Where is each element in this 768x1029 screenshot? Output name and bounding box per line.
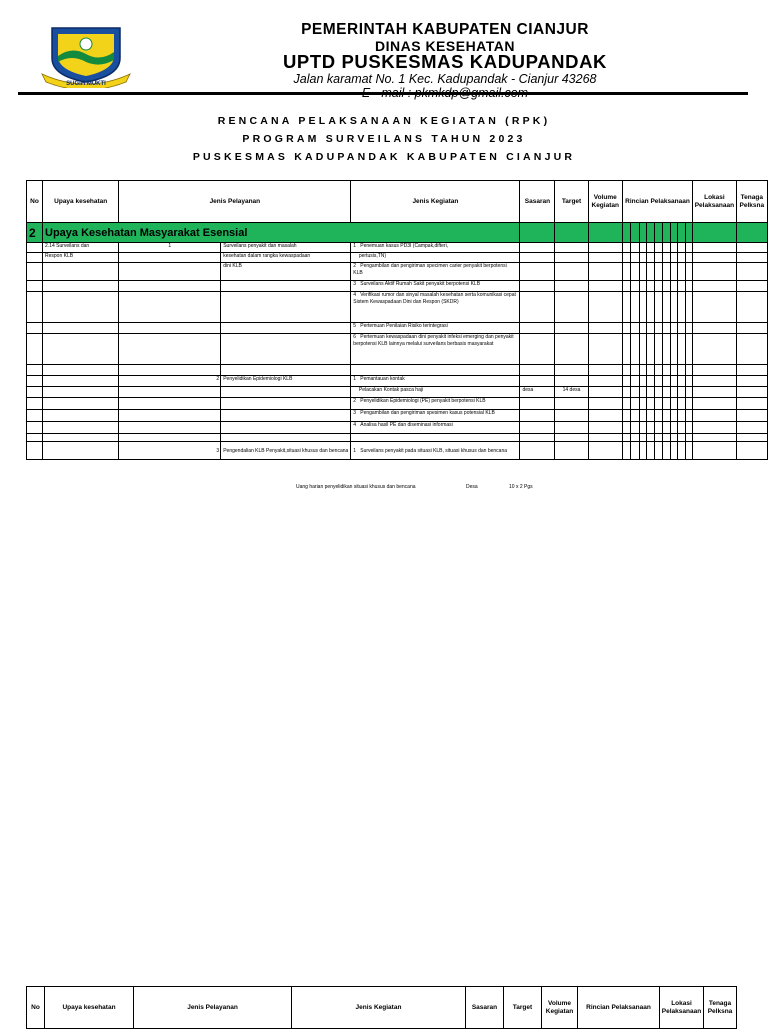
address: Jalan karamat No. 1 Kec. Kadupandak - Cianjur 43268 — [293, 72, 597, 86]
page-break — [0, 466, 768, 986]
col-no: No — [27, 181, 43, 223]
col-jenis-pelayanan: Jenis Pelayanan — [119, 181, 351, 223]
col-no: No — [27, 987, 45, 1029]
col-tenaga: Tenaga Pelksna — [704, 987, 737, 1029]
table-row — [27, 365, 768, 376]
col-sasaran: Sasaran — [466, 987, 504, 1029]
section-row — [27, 223, 768, 243]
letterhead-rule — [18, 92, 748, 95]
col-rincian: Rincian Pelaksanaan — [578, 987, 660, 1029]
col-jenis-kegiatan: Jenis Kegiatan — [292, 987, 466, 1029]
col-lokasi: Lokasi Pelaksanaan — [693, 181, 736, 223]
col-lokasi: Lokasi Pelaksanaan — [660, 987, 704, 1029]
col-sasaran: Sasaran — [520, 181, 555, 223]
svg-text:SUGIH MUKTI: SUGIH MUKTI — [66, 81, 106, 87]
cianjur-logo — [38, 24, 134, 88]
puskesmas-name: UPTD PUSKESMAS KADUPANDAK — [282, 50, 608, 72]
title-line-1: RENCANA PELAKSANAAN KEGIATAN (RPK) — [217, 115, 551, 127]
stray-sasaran: Desa — [466, 484, 478, 490]
table-row: 5 Pertemuan Penilaian Risiko terintegrasi — [27, 323, 768, 334]
table-row — [27, 434, 768, 442]
table-header-row — [27, 987, 737, 1029]
col-target: Target — [504, 987, 542, 1029]
stray-target: 10 x 2 Pgs — [509, 484, 533, 490]
title-line-2: PROGRAM SURVEILANS TAHUN 2023 — [242, 133, 526, 145]
table-row: 6 Pertemuan kewaspadaan dini penyakit infeksi emerging dan penyakit berpotensi KLB lainnya melalui surveilans berbasis masyarakat — [27, 334, 768, 365]
table-row: 2 Penyelidikan Epidemiologi (PE) penyakit berpotensi KLB — [27, 398, 768, 410]
table-row: 2.14 Surveilans dan 1 Surveilans penyakit dan masalah 1 Penemuan kasus PD3I (Campak,difteri, — [27, 243, 768, 253]
table-row: 3 Surveilans Aktif Rumah Sakit penyakit berpotensi KLB — [27, 281, 768, 292]
col-upaya: Upaya kesehatan — [45, 987, 134, 1029]
title-line-3: PUSKESMAS KADUPANDAK KABUPATEN CIANJUR — [192, 151, 576, 163]
table-row: dini KLB 2 Pengambilan dan pengiriman specimen carier penyakit berpotensi KLB — [27, 263, 768, 281]
document-title — [0, 112, 768, 166]
col-target: Target — [555, 181, 588, 223]
stray-kegiatan: Uang harian penyelidikan situasi khusus dan bencana — [296, 484, 416, 490]
table-row: 4 Analisa hasil PE dan diseminasi informasi — [27, 422, 768, 434]
table-row: 4 Verifikasi rumor dan sinyal masalah kesehatan serta komunikasi cepat Sistem Kewaspadaan Dini dan Respon (SKDR) — [27, 292, 768, 323]
col-volume: Volume Kegiatan — [588, 181, 622, 223]
col-jenis-kegiatan: Jenis Kegiatan — [351, 181, 520, 223]
table-row: Pelacakan Kontak pasca haji desa 14 desa — [27, 387, 768, 398]
letterhead — [150, 22, 740, 99]
col-jenis-pelayanan: Jenis Pelayanan — [134, 987, 292, 1029]
govt-name: PEMERINTAH KABUPATEN CIANJUR — [301, 21, 589, 38]
col-upaya: Upaya kesehatan — [43, 181, 119, 223]
table-header-row — [27, 181, 768, 223]
rpk-table-page2 — [26, 986, 737, 1029]
table-row: 3 Pengendalian KLB Penyakit,situasi khusus dan bencana 1 Surveilans penyakit pada situasi KLB, situasi khusus dan bencana — [27, 442, 768, 460]
rpk-table — [26, 180, 768, 460]
section-label: Upaya Kesehatan Masyarakat Esensial — [43, 223, 520, 243]
table-row: 2 Penyelidikan Epidemiologi KLB 1 Pemantauan kontak — [27, 376, 768, 387]
col-rincian: Rincian Pelaksanaan — [622, 181, 692, 223]
dept-name: DINAS KESEHATAN — [375, 37, 515, 54]
table-row: 3 Pengambilan dan pengiriman spesimen kasus potensial KLB — [27, 410, 768, 422]
col-tenaga: Tenaga Pelksna — [736, 181, 767, 223]
table-row: Respon KLB kesehatan dalam rangka kewaspadaan pertusis,TN) — [27, 253, 768, 263]
col-volume: Volume Kegiatan — [542, 987, 578, 1029]
section-number: 2 — [27, 223, 43, 243]
